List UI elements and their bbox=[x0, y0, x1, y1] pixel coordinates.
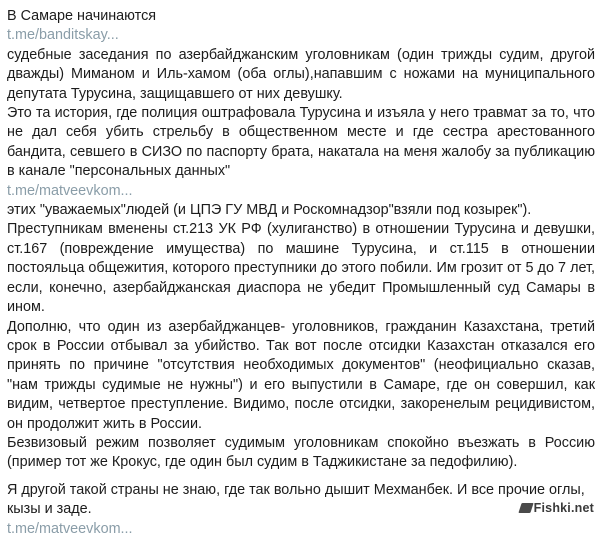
paragraph-visa-free-regime: Безвизовый режим позволяет судимым уголовникам спокойно въезжать в Россию (пример тот же Крокус, где один был судим в Таджикистане за педофилию). bbox=[7, 434, 595, 471]
telegram-link-matveevkom-2[interactable]: t.me/matveevkom... bbox=[7, 520, 133, 537]
paragraph-court-hearings: судебные заседания по азербайджанским уголовникам (один трижды судим, другой дважды) Миманом и Иль-хамом (оба оглы),напавшим с ножами на муниципального депутата Турусина, защищавшего от них девушку. bbox=[7, 46, 595, 102]
post-body bbox=[7, 7, 595, 539]
paragraph-charges: Преступникам вменены ст.213 УК РФ (хулиганство) в отношении Турусина и девушки, ст.167 (повреждение имущества) по машине Турусина, и ст.115 в отношении постояльца общежития, которого преступники до этого побили. Им грозит от 5 до 7 лет, если, конечно, азербайджанская диаспора не убедит Промышленный суд Самары в ином. bbox=[7, 221, 595, 316]
paragraph-kazakhstan-citizen: Дополню, что один из азербайджанцев- уголовников, гражданин Казахстана, третий срок в России отбывал за убийство. Так вот после отсидки Казахстан отказался его принять по причине "отсутствия необходимых документов" (неофициально сказав, "нам трижды судимые не нужны") и его выпустили в Самаре, где он совершил, как видим, четвертое преступление. Видимо, после отсидки, закоренелым рецидивистом, он продолжит жить в России. bbox=[7, 318, 595, 432]
fishki-watermark bbox=[520, 501, 594, 515]
watermark-text: Fishki.net bbox=[533, 501, 594, 515]
paragraph-police-fine: Это та история, где полиция оштрафовала Турусина и изъяла у него травмат за то, что не дал себя убить стрельбу в общественном месте и где сестра арестованного бандита, севшего в СИЗО по паспорту брата, накатала на меня жалобу за публикацию в канале "персональных данных" bbox=[7, 105, 595, 180]
paragraph-respected-people: этих "уважаемых"людей (и ЦПЭ ГУ МВД и Роскомнадзор"взяли под козырек"). bbox=[7, 202, 532, 219]
paragraph-gap bbox=[7, 473, 595, 481]
post-heading: В Самаре начинаются bbox=[7, 8, 157, 24]
paragraph-closing: Я другой такой страны не знаю, где так вольно дышит Мехманбек. И все прочие оглы, кызы и заде. bbox=[7, 481, 585, 518]
telegram-link-matveevkom-1[interactable]: t.me/matveevkom... bbox=[7, 182, 133, 199]
fishki-logo-icon bbox=[518, 503, 533, 513]
telegram-link-banditskay[interactable]: t.me/banditskay... bbox=[7, 27, 119, 44]
